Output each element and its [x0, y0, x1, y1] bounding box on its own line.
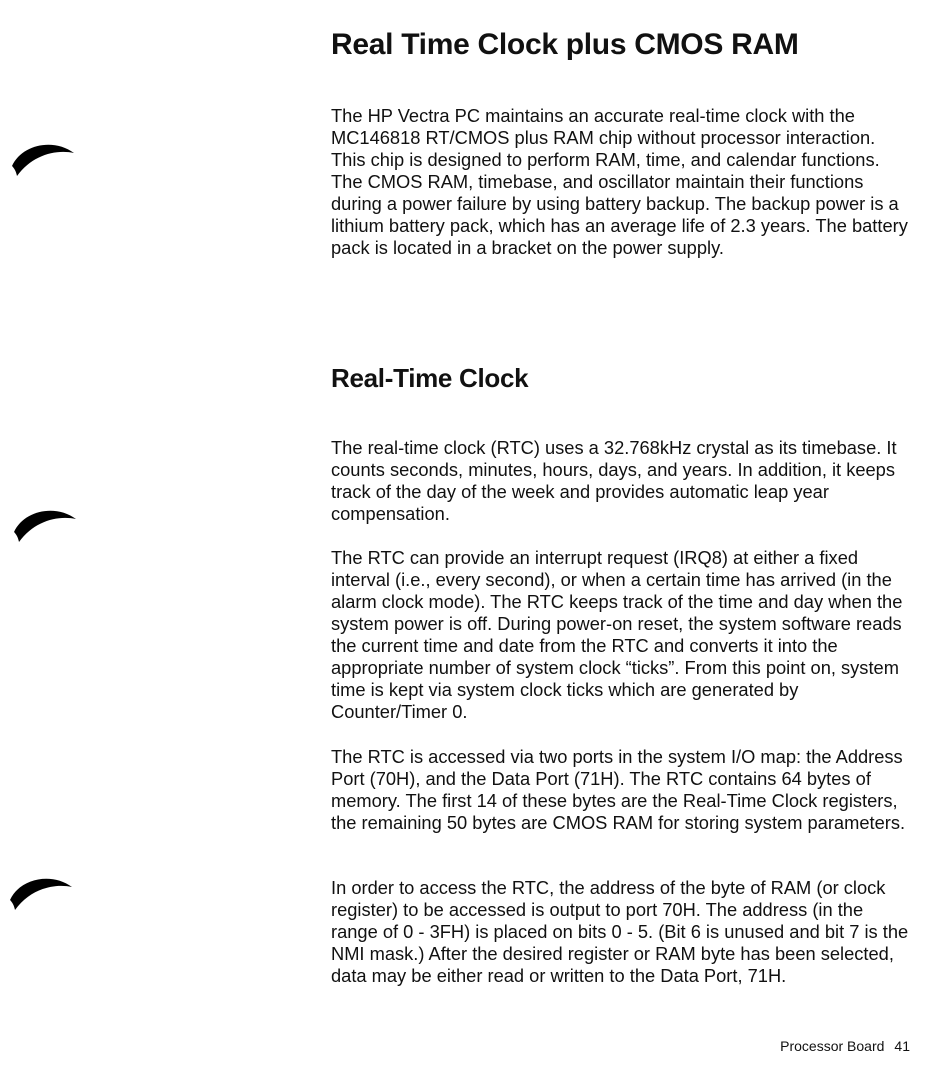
body-block-1 — [331, 437, 911, 525]
punch-hole-icon — [6, 870, 76, 924]
punch-hole-icon — [10, 502, 80, 556]
body-paragraph: The real-time clock (RTC) uses a 32.768kHz crystal as its timebase. It counts seconds, minutes, hours, days, and years. In addition, it keeps track of the day of the week and provides automatic leap year compensation. — [331, 437, 897, 524]
page-number: 41 — [894, 1038, 910, 1054]
section-heading-block — [331, 27, 911, 63]
body-paragraph: In order to access the RTC, the address of the byte of RAM (or clock register) to be accessed is output to port 70H. The address (in the range of 0 - 3FH) is placed on bits 0 - 5. (Bit 6 is unused and bit 7 is the NMI mask.) After the desired register or RAM byte has been selected, data may be either read or written to the Data Port, 71H. — [331, 877, 909, 986]
intro-paragraph: The HP Vectra PC maintains an accurate real-time clock with the MC146818 RT/CMOS plus RAM chip without processor interaction. This chip is designed to perform RAM, time, and calendar functions. The CMOS RAM, timebase, and oscillator maintain their functions during a power failure by using battery backup. The backup power is a lithium battery pack, which has an average life of 2.3 years. The battery pack is located in a bracket on the power supply. — [331, 105, 908, 258]
body-block-2 — [331, 547, 911, 723]
body-block-4 — [331, 877, 911, 987]
footer-chapter: Processor Board — [780, 1038, 885, 1054]
body-block-3 — [331, 746, 911, 834]
body-paragraph: The RTC can provide an interrupt request (IRQ8) at either a fixed interval (i.e., every second), or when a certain time has arrived (in the alarm clock mode). The RTC keeps track of the time and day when the system power is off. During power-on reset, the system software reads the current time and date from the RTC and converts it into the appropriate number of system clock “ticks”. From this point on, system time is kept via system clock ticks which are generated by Counter/Timer 0. — [331, 547, 903, 722]
subsection-title: Real-Time Clock — [331, 363, 529, 393]
body-paragraph: The RTC is accessed via two ports in the system I/O map: the Address Port (70H), and the Data Port (71H). The RTC contains 64 bytes of memory. The first 14 of these bytes are the Real-Time Clock registers, the remaining 50 bytes are CMOS RAM for storing system parameters. — [331, 746, 906, 833]
section-title: Real Time Clock plus CMOS RAM — [331, 28, 799, 61]
punch-hole-icon — [8, 136, 78, 190]
intro-block — [331, 105, 911, 259]
subsection-heading-block — [331, 362, 911, 394]
page-footer — [780, 1037, 910, 1055]
